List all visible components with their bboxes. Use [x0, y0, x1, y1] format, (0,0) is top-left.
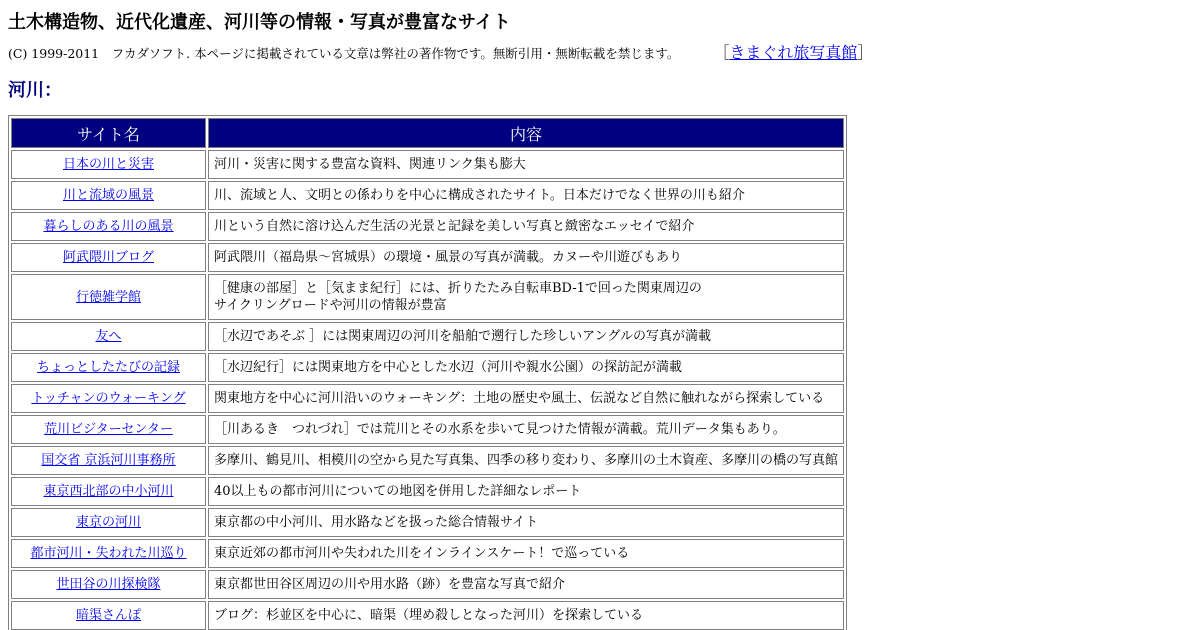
site-description-line-1: ［健康の部屋］と［気まま紀行］には、折りたたみ自転車BD-1で回った関東周辺の — [214, 281, 702, 296]
site-description: ［川あるき つれづれ］では荒川とその水系を歩いて見つけた情報が満載。荒川データ集もあり。 — [208, 415, 844, 444]
site-link[interactable]: 東京の河川 — [75, 515, 141, 530]
site-link[interactable]: 阿武隈川ブログ — [62, 250, 154, 265]
site-link[interactable]: 友へ — [95, 329, 122, 344]
site-description: 川、流域と人、文明との係わりを中心に構成されたサイト。日本だけでなく世界の川も紹介 — [208, 181, 844, 210]
site-name-cell — [11, 322, 206, 351]
site-name-cell — [11, 150, 206, 179]
site-link[interactable]: 世田谷の川探検隊 — [56, 577, 161, 592]
site-link[interactable]: 暮らしのある川の風景 — [43, 219, 174, 234]
table-row — [11, 243, 844, 272]
table-row — [11, 415, 844, 444]
section-heading-rivers: 河川： — [8, 80, 62, 101]
site-name-cell — [11, 570, 206, 599]
column-header-site-name: サイト名 — [11, 118, 206, 148]
site-description: ［水辺であそぶ ］には関東周辺の河川を船舶で遡行した珍しいアングルの写真が満載 — [208, 322, 844, 351]
site-link[interactable]: ちょっとしたたびの記録 — [36, 360, 180, 375]
bracket-close: ］ — [857, 43, 874, 62]
site-name-cell — [11, 415, 206, 444]
site-description: 東京都の中小河川、用水路などを扱った総合情報サイト — [208, 508, 844, 537]
site-description: ブログ：杉並区を中心に、暗渠（埋め殺しとなった河川）を探索している — [208, 601, 844, 630]
site-name-cell — [11, 243, 206, 272]
table-row — [11, 274, 844, 320]
site-description: ［水辺紀行］には関東地方を中心とした水辺（河川や親水公園）の探訪記が満載 — [208, 353, 844, 382]
site-link[interactable]: 日本の川と災害 — [62, 157, 154, 172]
table-row — [11, 150, 844, 179]
site-description: 阿武隈川（福島県～宮城県）の環境・風景の写真が満載。カヌーや川遊びもあり — [208, 243, 844, 272]
table-row — [11, 181, 844, 210]
table-row — [11, 539, 844, 568]
copyright-line — [8, 44, 873, 63]
photo-gallery-link[interactable]: きまぐれ旅写真館 — [729, 43, 858, 62]
table-row — [11, 508, 844, 537]
river-sites-table — [8, 115, 847, 630]
column-header-content: 内容 — [208, 118, 844, 148]
site-name-cell — [11, 508, 206, 537]
table-row — [11, 570, 844, 599]
site-name-cell — [11, 212, 206, 241]
table-row — [11, 446, 844, 475]
table-row — [11, 322, 844, 351]
site-link[interactable]: 暗渠さんぽ — [75, 608, 141, 623]
site-name-cell — [11, 539, 206, 568]
site-description: 多摩川、鶴見川、相模川の空から見た写真集、四季の移り変わり、多摩川の土木資産、多摩川の橋の写真館 — [208, 446, 844, 475]
site-name-cell — [11, 601, 206, 630]
site-link[interactable]: 行徳雑学館 — [75, 289, 141, 305]
site-link[interactable]: 川と流域の風景 — [62, 188, 154, 203]
site-description: 関東地方を中心に河川沿いのウォーキング：土地の歴史や風土、伝説など自然に触れながら探索している — [208, 384, 844, 413]
site-name-cell — [11, 274, 206, 320]
site-name-cell — [11, 384, 206, 413]
site-name-cell — [11, 446, 206, 475]
page-title: 土木構造物、近代化遺産、河川等の情報・写真が豊富なサイト — [8, 12, 511, 33]
site-description: 東京都世田谷区周辺の川や用水路（跡）を豊富な写真で紹介 — [208, 570, 844, 599]
site-description: 40以上もの都市河川についての地図を併用した詳細なレポート — [208, 477, 844, 506]
site-name-cell — [11, 181, 206, 210]
copyright-text: (C) 1999-2011 フカダソフト. 本ページに掲載されている文章は弊社の著作物です。無断引用・無断転載を禁じます。 — [8, 46, 680, 61]
table-row — [11, 384, 844, 413]
table-header-row — [11, 118, 844, 148]
bracket-open: ［ — [713, 43, 730, 62]
site-description: 川という自然に溶け込んだ生活の光景と記録を美しい写真と緻密なエッセイで紹介 — [208, 212, 844, 241]
table-row — [11, 601, 844, 630]
site-link[interactable]: 都市河川・失われた川巡り — [30, 546, 187, 561]
site-description — [208, 274, 844, 320]
site-name-cell — [11, 477, 206, 506]
site-description: 河川・災害に関する豊富な資料、関連リンク集も膨大 — [208, 150, 844, 179]
site-link[interactable]: 国交省 京浜河川事務所 — [41, 453, 176, 468]
site-description: 東京近郊の都市河川や失われた川をインラインスケート！で巡っている — [208, 539, 844, 568]
table-row — [11, 212, 844, 241]
table-row — [11, 477, 844, 506]
site-name-cell — [11, 353, 206, 382]
table-row — [11, 353, 844, 382]
site-link[interactable]: 東京西北部の中小河川 — [43, 484, 174, 499]
site-description-line-2: サイクリングロードや河川の情報が豊富 — [214, 298, 447, 313]
site-link[interactable]: トッチャンのウォーキング — [31, 391, 186, 406]
site-link[interactable]: 荒川ビジターセンター — [44, 422, 173, 437]
